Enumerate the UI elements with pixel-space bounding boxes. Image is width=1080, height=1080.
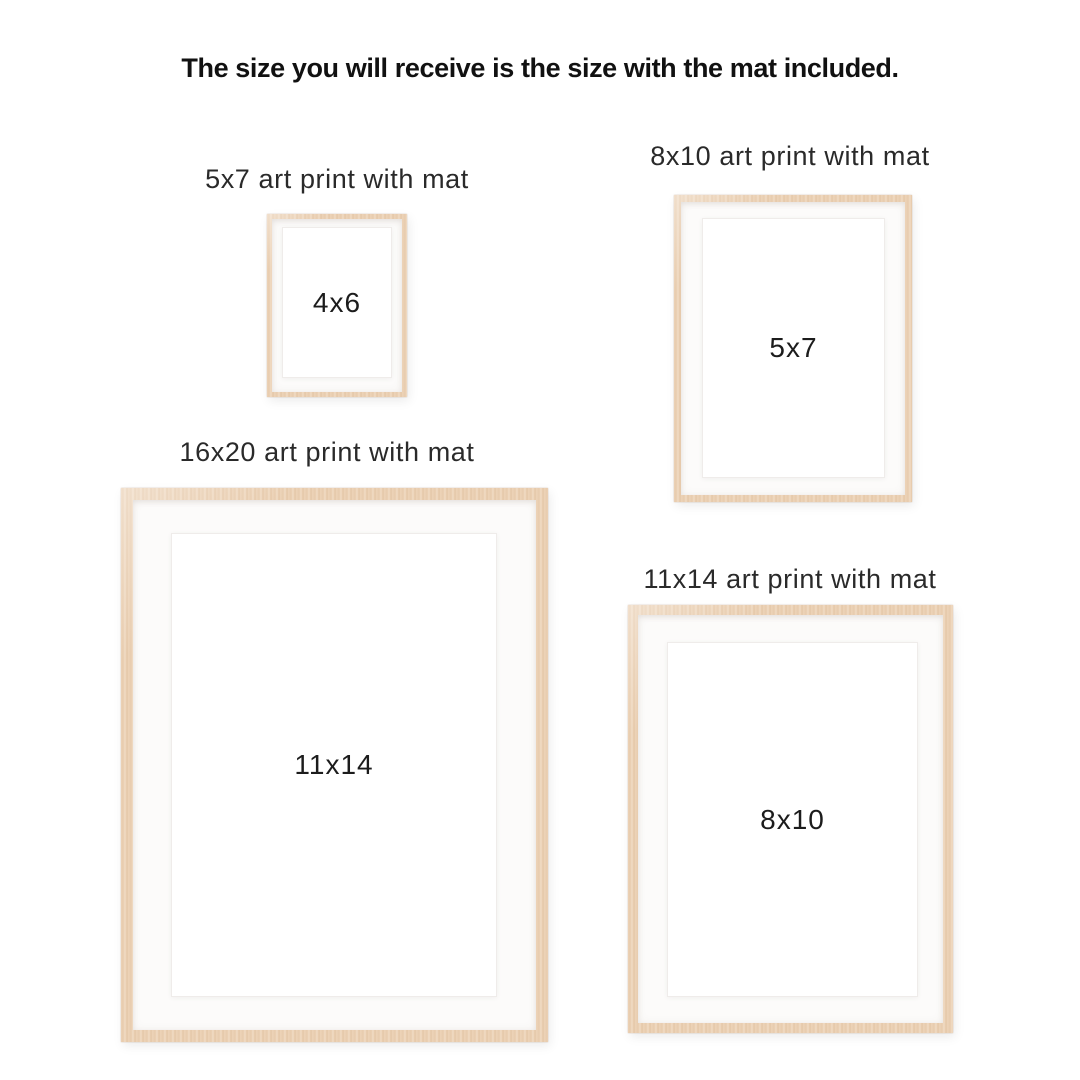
frame-label-16x20: 16x20 art print with mat xyxy=(179,437,475,467)
mat-board-8x10 xyxy=(681,202,905,495)
wood-frame-5x7 xyxy=(267,214,407,397)
print-size-text-11x14: 11x14 xyxy=(294,749,374,780)
art-print-area-11x14 xyxy=(667,642,918,997)
page-title: The size you will receive is the size with the mat included. xyxy=(181,53,899,83)
wood-frame-11x14 xyxy=(628,605,953,1033)
mat-board-16x20 xyxy=(133,500,536,1030)
art-print-area-5x7 xyxy=(282,227,392,378)
wood-frame-16x20 xyxy=(121,488,548,1042)
wood-frame-8x10 xyxy=(674,195,912,502)
frame-label-5x7: 5x7 art print with mat xyxy=(205,164,469,194)
frame-label-8x10: 8x10 art print with mat xyxy=(650,141,930,171)
frame-label-11x14: 11x14 art print with mat xyxy=(643,564,937,594)
art-print-area-16x20 xyxy=(171,533,497,997)
print-size-text-8x10: 8x10 xyxy=(760,803,825,835)
mat-board-11x14 xyxy=(638,615,943,1023)
print-size-text-4x6: 4x6 xyxy=(312,286,362,318)
print-size-text-5x7: 5x7 xyxy=(769,332,818,363)
art-print-area-8x10 xyxy=(702,218,885,478)
mat-board-5x7 xyxy=(272,219,402,392)
